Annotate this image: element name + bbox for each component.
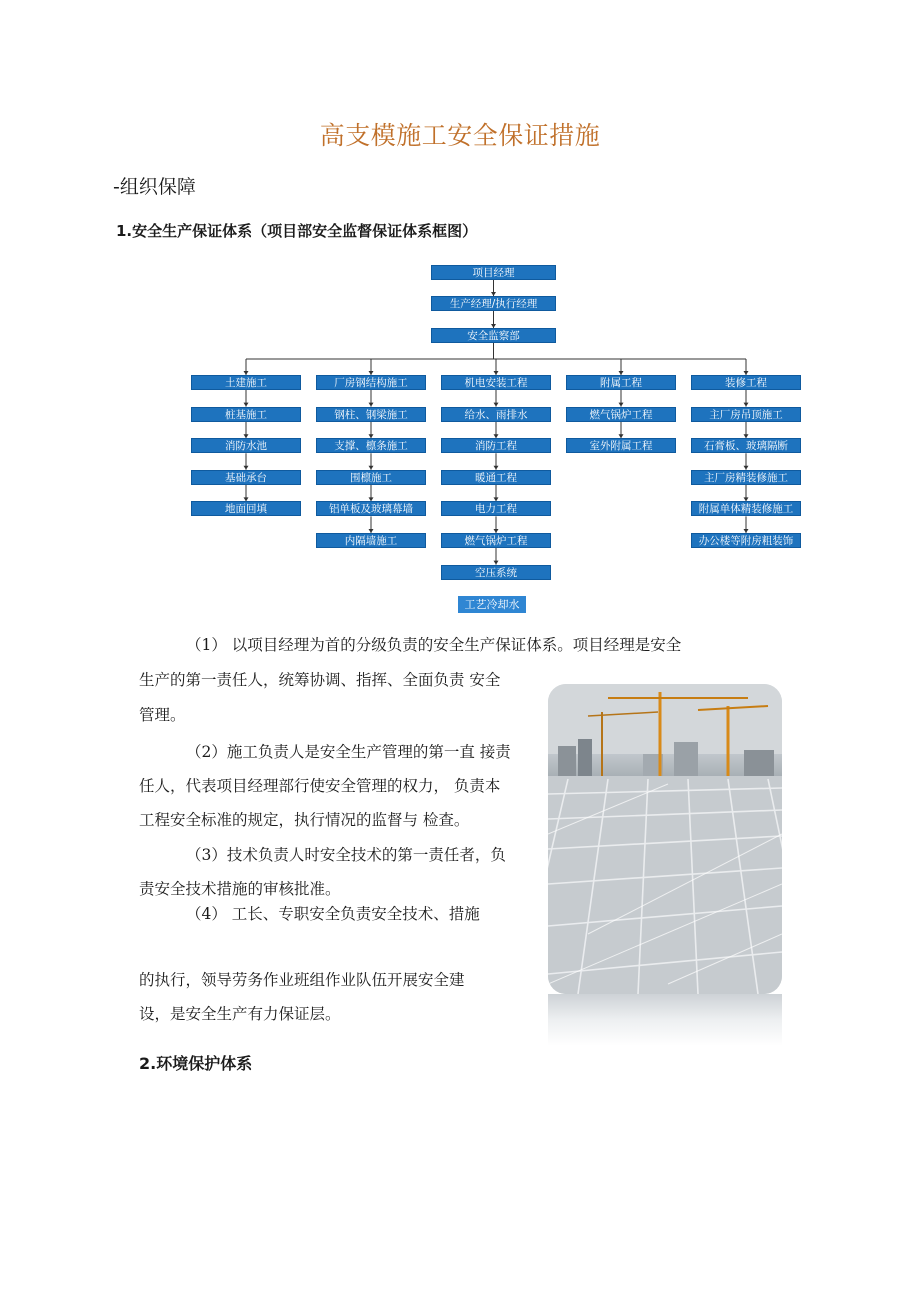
column-5-item-5: 办公楼等附房粗装饰 <box>691 533 801 548</box>
column-2-item-2: 支撑、檩条施工 <box>316 438 426 453</box>
paragraph-3-line-2: 责安全技术措施的审核批准。 <box>139 880 341 898</box>
column-3-item-1: 给水、雨排水 <box>441 407 551 422</box>
column-3-item-5: 燃气锅炉工程 <box>441 533 551 548</box>
column-4-item-2: 室外附属工程 <box>566 438 676 453</box>
column-head-1: 土建施工 <box>191 375 301 390</box>
column-4-item-1: 燃气锅炉工程 <box>566 407 676 422</box>
paragraph-1-line-3: 管理。 <box>139 706 186 724</box>
scaffolding-construction-photo-icon <box>548 684 782 994</box>
column-2-item-1: 钢柱、钢梁施工 <box>316 407 426 422</box>
column-3-item-3: 暖通工程 <box>441 470 551 485</box>
column-5-item-4: 附属单体精装修施工 <box>691 501 801 516</box>
column-3-item-2: 消防工程 <box>441 438 551 453</box>
subheading-safety-system: 1.安全生产保证体系（项目部安全监督保证体系框图） <box>116 222 478 240</box>
column-head-5: 装修工程 <box>691 375 801 390</box>
column-1-item-2: 消防水池 <box>191 438 301 453</box>
column-5-item-1: 主厂房吊顶施工 <box>691 407 801 422</box>
paragraph-4-line-3: 设，是安全生产有力保证层。 <box>139 1005 341 1023</box>
column-1-item-4: 地面回填 <box>191 501 301 516</box>
paragraph-2-line-2: 任人，代表项目经理部行使安全管理的权力， 负责本 <box>139 777 501 795</box>
paragraph-3-line-1: （3）技术负责人时安全技术的第一责任者，负 <box>186 846 506 864</box>
org-chart <box>0 0 920 620</box>
paragraph-1-line-1: （1） 以项目经理为首的分级负责的安全生产保证体系。项目经理是安全 <box>186 636 682 654</box>
photo-reflection <box>548 994 782 1046</box>
section-heading: -组织保障 <box>113 176 196 198</box>
paragraph-4-line-1: （4） 工长、专职安全负责安全技术、措施 <box>186 905 480 923</box>
column-head-3: 机电安装工程 <box>441 375 551 390</box>
document-title: 高支模施工安全保证措施 <box>319 121 601 150</box>
column-1-item-1: 桩基施工 <box>191 407 301 422</box>
column-2-item-3: 围檩施工 <box>316 470 426 485</box>
column-3-item-6: 空压系统 <box>441 565 551 580</box>
top-node-1: 项目经理 <box>431 265 556 280</box>
paragraph-2-line-1: （2）施工负责人是安全生产管理的第一直 接责 <box>186 743 511 761</box>
column-2-item-5: 内隔墙施工 <box>316 533 426 548</box>
scaffolding-photo <box>548 684 782 994</box>
top-node-3: 安全监察部 <box>431 328 556 343</box>
paragraph-4-line-2: 的执行，领导劳务作业班组作业队伍开展安全建 <box>139 971 465 989</box>
column-5-item-2: 石膏板、玻璃隔断 <box>691 438 801 453</box>
column-2-item-4: 铝单板及玻璃幕墙 <box>316 501 426 516</box>
chart-footer-label: 工艺冷却水 <box>458 596 526 613</box>
column-3-item-4: 电力工程 <box>441 501 551 516</box>
column-head-2: 厂房钢结构施工 <box>316 375 426 390</box>
column-5-item-3: 主厂房精装修施工 <box>691 470 801 485</box>
top-node-2: 生产经理/执行经理 <box>431 296 556 311</box>
subheading-environment-system: 2.环境保护体系 <box>139 1054 253 1073</box>
paragraph-2-line-3: 工程安全标准的规定，执行情况的监督与 检查。 <box>139 811 470 829</box>
column-head-4: 附属工程 <box>566 375 676 390</box>
paragraph-1-line-2: 生产的第一责任人，统筹协调、指挥、全面负责 安全 <box>139 671 501 689</box>
column-1-item-3: 基础承台 <box>191 470 301 485</box>
